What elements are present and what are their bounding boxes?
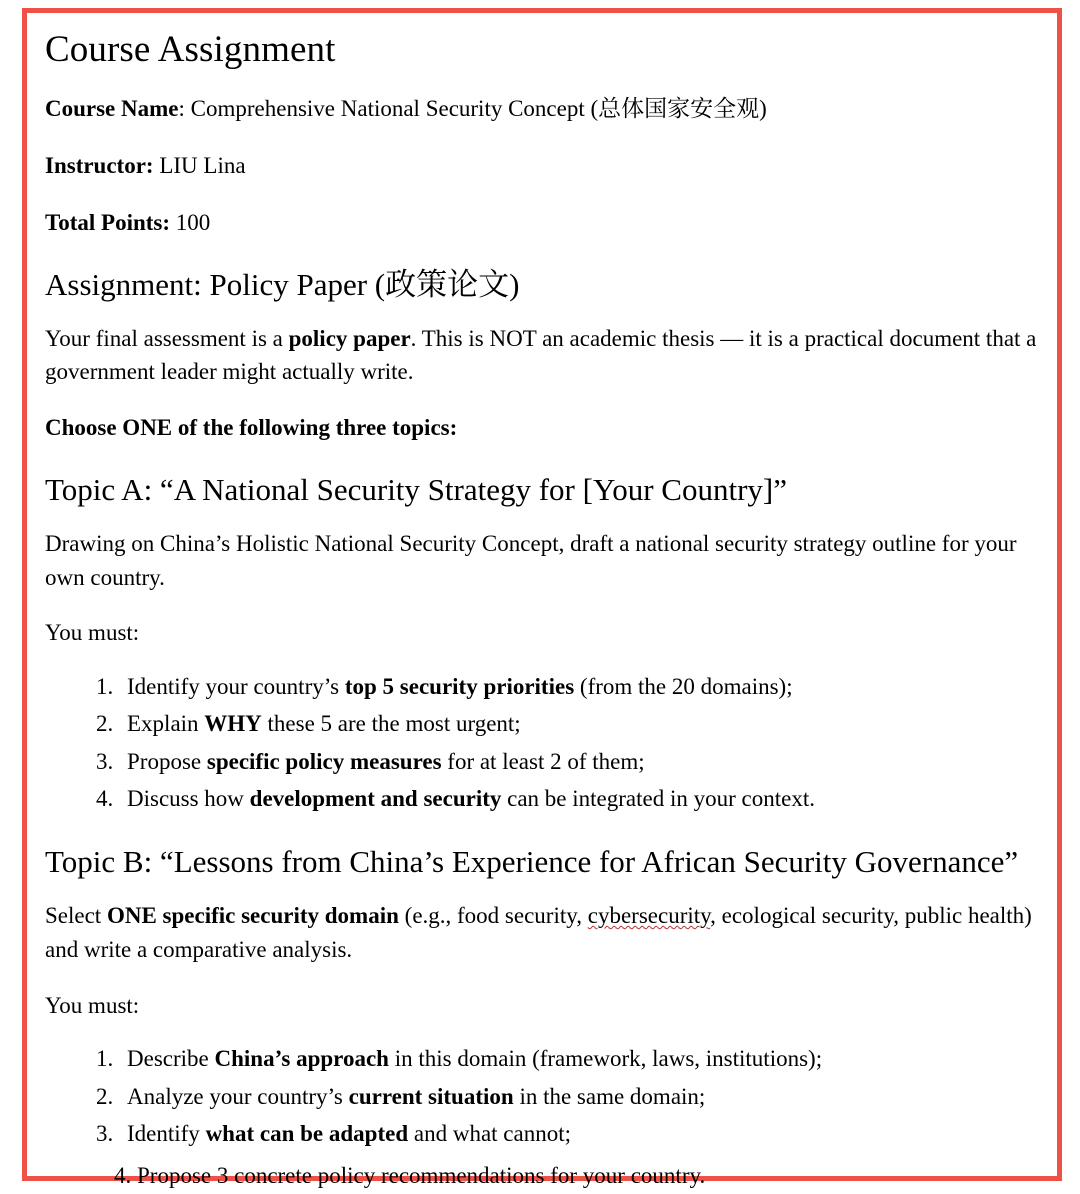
topic-b-item-3-emphasis: what can be adapted	[205, 1120, 409, 1146]
topic-b-item-3-pre: Identify	[127, 1120, 206, 1146]
choose-topic-instruction	[45, 411, 1039, 445]
topic-b-description-mid: (e.g., food security,	[398, 903, 588, 929]
document-frame	[22, 8, 1062, 1181]
meta-instructor-label: Instructor:	[45, 153, 154, 179]
spellcheck-misspelled-word: cybersecurity	[587, 903, 711, 929]
meta-course-name-value: Comprehensive National Security Concept (总体国家安全观)	[184, 96, 767, 122]
list-item	[119, 1115, 1039, 1152]
topic-a-item-3-pre: Propose	[127, 748, 207, 774]
topic-b-item-3-post: and what cannot;	[408, 1120, 571, 1146]
topic-a-requirements-label: You must:	[45, 620, 140, 646]
topic-a-item-2-post: these 5 are the most urgent;	[261, 711, 521, 737]
clipped-overflow-text: 4. Propose 3 concrete policy recommendations for your country.	[114, 1163, 706, 1188]
topic-b-description-post: , ecological security, public health) and write a comparative analysis.	[45, 903, 1032, 962]
meta-instructor-value: LIU Lina	[153, 153, 246, 179]
list-item	[119, 705, 1039, 742]
topic-b-requirements-list	[45, 1040, 1039, 1152]
assignment-intro-emphasis: policy paper	[288, 325, 411, 351]
list-item	[119, 668, 1039, 705]
topic-b-description-emphasis: ONE specific security domain	[106, 903, 399, 929]
topic-a-item-3-emphasis: specific policy measures	[206, 748, 442, 774]
meta-total-points	[45, 206, 1039, 240]
assignment-intro-pre: Your final assessment is a	[45, 325, 289, 351]
topic-a-item-4-emphasis: development and security	[249, 785, 502, 811]
topic-b-item-2-pre: Analyze your country’s	[127, 1083, 349, 1109]
assignment-intro-post: . This is NOT an academic thesis — it is a practical document that a government leader might actually write.	[45, 325, 1037, 385]
topic-a-item-4-pre: Discuss how	[127, 785, 250, 811]
topic-b-item-1-pre: Describe	[127, 1046, 215, 1072]
topic-a-heading: Topic A: “A National Security Strategy for [Your Country]”	[45, 472, 788, 508]
meta-instructor	[45, 149, 1039, 183]
topic-a-item-3-post: for at least 2 of them;	[441, 748, 645, 774]
topic-a-item-2-emphasis: WHY	[204, 711, 262, 737]
topic-b-item-2-post: in the same domain;	[513, 1083, 706, 1109]
topic-a-requirements-list	[45, 668, 1039, 817]
assignment-heading: Assignment: Policy Paper (政策论文)	[45, 266, 520, 302]
choose-topic-instruction-text: Choose ONE of the following three topics:	[45, 415, 458, 441]
topic-a-item-1-emphasis: top 5 security priorities	[344, 674, 575, 700]
topic-a-item-1-pre: Identify your country’s	[127, 674, 345, 700]
topic-b-description-pre: Select	[45, 903, 107, 929]
list-item	[119, 1040, 1039, 1077]
list-item	[119, 780, 1039, 817]
topic-a-item-2-pre: Explain	[127, 711, 205, 737]
topic-b-description	[45, 899, 1039, 967]
clipped-overflow-row	[0, 1163, 1080, 1194]
list-item	[119, 1078, 1039, 1115]
list-item	[119, 743, 1039, 780]
page-title: Course Assignment	[45, 29, 336, 70]
meta-course-name	[45, 92, 1039, 126]
topic-b-item-1-post: in this domain (framework, laws, institutions);	[388, 1046, 823, 1072]
meta-course-name-label: Course Name	[45, 96, 179, 122]
meta-course-name-separator: :	[178, 96, 185, 122]
topic-b-requirements-label: You must:	[45, 992, 140, 1018]
topic-a-description: Drawing on China’s Holistic National Security Concept, draft a national security strategy outline for your own country.	[45, 530, 1017, 590]
meta-total-points-value: 100	[170, 210, 211, 236]
topic-a-item-4-post: can be integrated in your context.	[501, 785, 815, 811]
topic-b-heading: Topic B: “Lessons from China’s Experience for African Security Governance”	[45, 844, 1019, 880]
topic-b-item-2-emphasis: current situation	[348, 1083, 514, 1109]
topic-a-item-1-post: (from the 20 domains);	[574, 674, 793, 700]
assignment-intro-paragraph	[45, 322, 1039, 390]
meta-total-points-label: Total Points:	[45, 210, 171, 236]
topic-b-item-1-emphasis: China’s approach	[214, 1046, 389, 1072]
document-body	[27, 13, 1057, 1152]
